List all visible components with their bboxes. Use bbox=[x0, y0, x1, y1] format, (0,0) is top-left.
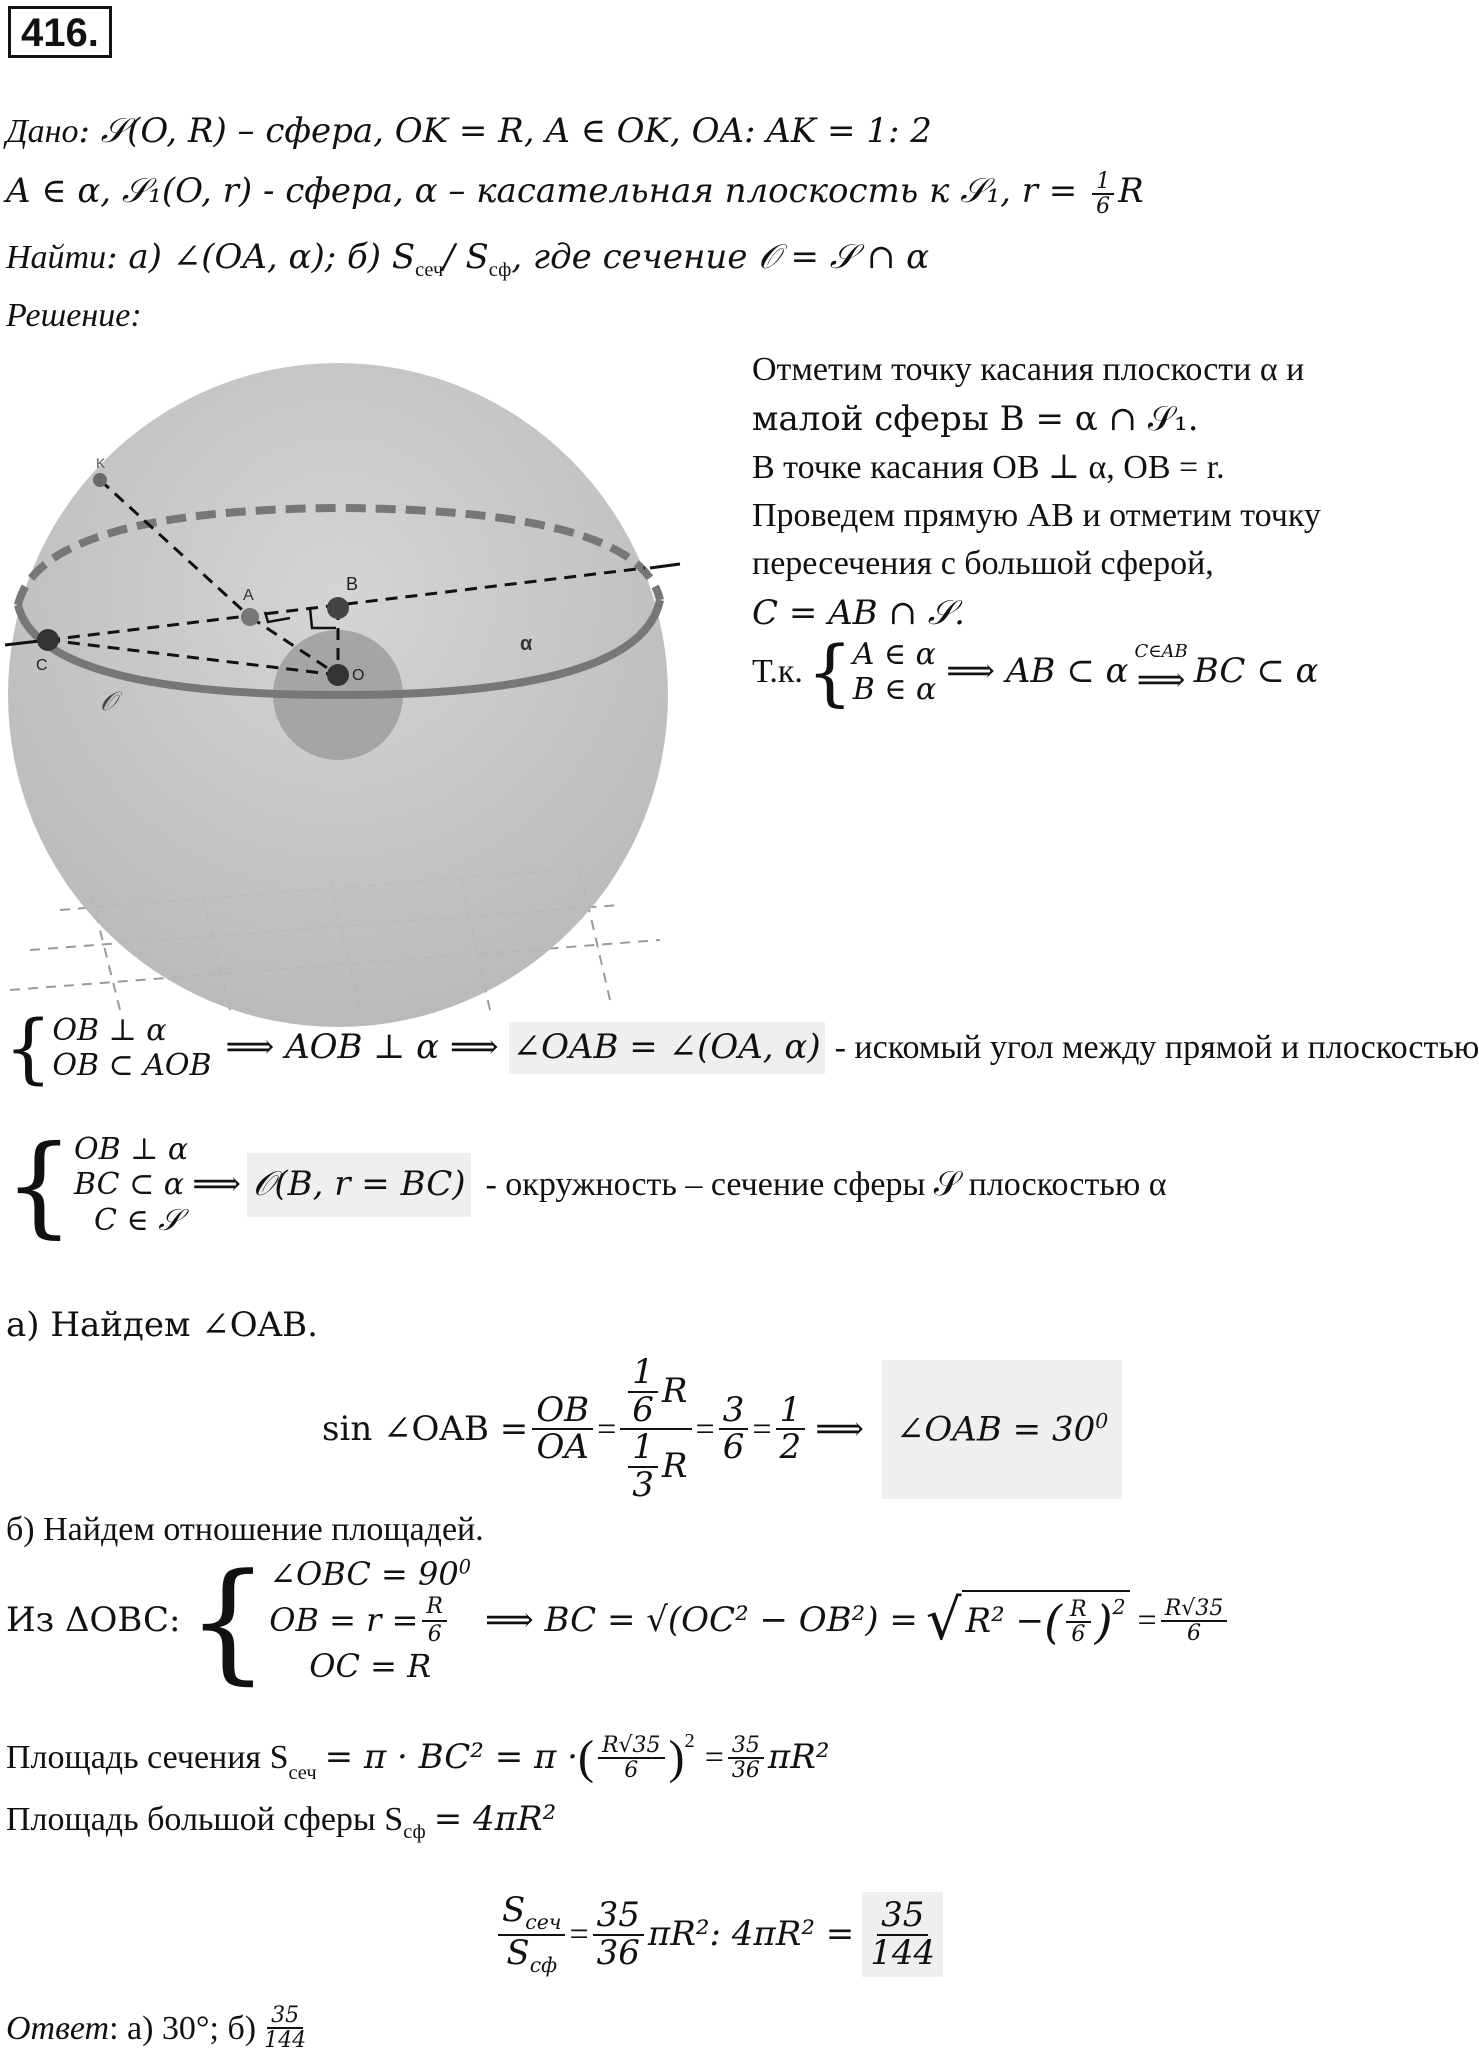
right-line-6: C = AB ∩ 𝒮. bbox=[752, 593, 965, 633]
section-highlight: 𝒪(B, r = BC) bbox=[247, 1153, 472, 1216]
right-line-7: Т.к. { A ∈ α B ∈ α ⟹ AB ⊂ α C∈AB ⟹ BC ⊂ α bbox=[752, 630, 1319, 714]
find-label: Найти bbox=[6, 239, 107, 276]
label-o: O bbox=[352, 667, 365, 684]
ratio-formula: $\frac{S_{сеч}}{S_{сф}}$ = $\frac{35}{36}$ πR²: 4πR² = $\frac{35}{144}$ bbox=[494, 1892, 947, 1977]
angle-highlight: ∠OAB = ∠(OA, α) bbox=[509, 1022, 825, 1073]
solution-label: Решение: bbox=[6, 297, 142, 334]
part-a-formula: sin ∠OAB = $\frac{OB}{OA}$ = $\frac{1}{6}$ R $\frac{1}{3}$ R = $\frac{3}{6}$ = $\frac{1}{2}$ ⟹ ∠OAB = $30^0$ bbox=[322, 1355, 1122, 1504]
point-a bbox=[241, 608, 259, 626]
given-line-1: Дано: 𝒮(O, R) – сфера, OK = R, A ∈ OK, OA: AK = 1: 2 bbox=[6, 111, 932, 151]
label-section: 𝒪 bbox=[100, 687, 117, 717]
answer-label: Ответ bbox=[6, 2009, 110, 2047]
label-alpha: α bbox=[520, 633, 533, 655]
part-b-title: б) Найдем отношение площадей. bbox=[6, 1511, 484, 1548]
area-section: Площадь сечения S $_{сеч}$ = π · BC² = π · ( $\frac{R√35}{6}$ ) $^2$ = $\frac{35}{36}$ πR² bbox=[6, 1730, 830, 1784]
right-line-2: малой сферы B = α ∩ 𝒮₁. bbox=[752, 399, 1199, 439]
right-line-5: пересечения с большой сферой, bbox=[752, 545, 1214, 582]
label-b: B bbox=[346, 574, 359, 594]
angle-result: ∠OAB = $30^0$ bbox=[882, 1360, 1122, 1499]
given-line-2: A ∈ α, 𝒮₁(O, r) - сфера, α – касательная плоскость к 𝒮₁, r = $\frac{1}{6}$ R bbox=[6, 169, 1144, 220]
line-ab-right bbox=[650, 564, 680, 568]
point-k bbox=[93, 473, 107, 487]
right-line-3: В точке касания OB ⊥ α, OB = r. bbox=[752, 449, 1225, 486]
point-c bbox=[37, 629, 59, 651]
part-a-title: а) Найдем ∠OAB. bbox=[6, 1305, 318, 1345]
right-line-1: Отметим точку касания плоскости α и bbox=[752, 351, 1305, 388]
part-b-system: Из ΔOBC: { ∠OBC = $90^0$ OB = r = $\frac{R}{6}$ OC = R ⟹ BC = √(OC² − OB²) = √ R² − ( $\frac{R}{6}$ ) $^2$ = $\frac{R√35}{6}$ bbox=[6, 1556, 1231, 1686]
ratio-result: $\frac{35}{144}$ bbox=[862, 1892, 943, 1977]
point-o bbox=[327, 664, 349, 686]
find-line: Найти: а) ∠(OA, α); б) $S_{сеч}/$ $S_{сф}$, где сечение 𝒪 = 𝒮 ∩ α bbox=[6, 237, 930, 281]
problem-number: 416. bbox=[8, 6, 112, 58]
label-a: A bbox=[243, 587, 254, 604]
sphere-figure bbox=[0, 350, 700, 1010]
system-2: { OB ⊥ α BC ⊂ α C ∈ 𝒮 ⟹ 𝒪(B, r = BC) - окружность – сечение сферы 𝒮 плоскостью α bbox=[4, 1121, 1167, 1249]
area-sphere: Площадь большой сферы $S_{сф} = 4\pi R^2$ bbox=[6, 1799, 557, 1843]
answer-line: Ответ : а) 30°; б) $\frac{35}{144}$ bbox=[6, 2003, 307, 2054]
label-k: K bbox=[96, 455, 106, 471]
point-b bbox=[327, 597, 349, 619]
right-line-4: Проведем прямую AB и отметим точку bbox=[752, 497, 1321, 534]
label-c: C bbox=[36, 657, 48, 674]
system-1: { OB ⊥ α OB ⊂ AOB ⟹ AOB ⊥ α ⟹ ∠OAB = ∠(OA, α) - искомый угол между прямой и плоскостью bbox=[4, 1003, 1479, 1092]
given-label: Дано bbox=[6, 113, 79, 150]
